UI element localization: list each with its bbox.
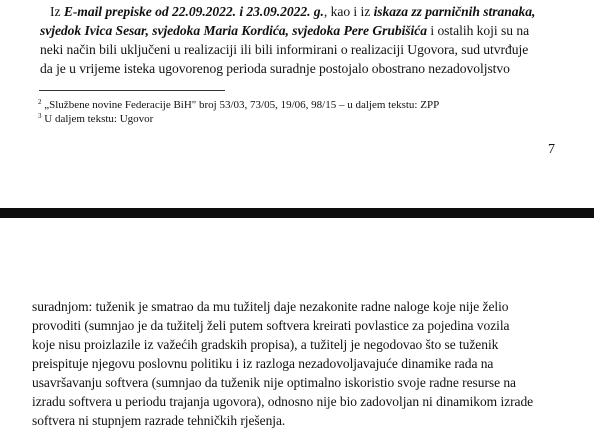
emphasis-witnesses: svjedok Ivica Sesar, svjedoka Maria Kordića, svjedoka Pere Grubišića (40, 23, 428, 38)
paragraph-line (40, 2, 564, 21)
text-run: neki način bili uključeni u realizaciji ili bili informirani o realizaciji Ugovora, sud utvrđuje (40, 42, 529, 57)
text-run: , kao i iz (323, 4, 374, 19)
paragraph-line (40, 21, 564, 40)
document-page-upper (0, 0, 594, 208)
paragraph-line: preispituje njegovu poslovnu politiku i iz razloga nezadovoljavajuće dinamike rada na (32, 356, 494, 371)
paragraph-line: provoditi (sumnjao je da tužitelj želi putem softvera kreirati povlastice za pojedina vozila (32, 318, 510, 333)
footnote-text: U daljem tekstu: Ugovor (44, 113, 154, 125)
text-run: i ostalih koji su na (427, 23, 530, 38)
paragraph-line (40, 59, 564, 78)
emphasis-email-dates: E-mail prepiske od 22.09.2022. i 23.09.2022. g. (63, 4, 324, 19)
paragraph-line: softvera ni stupnjem razrade tehničkih rješenja. (32, 413, 286, 428)
body-paragraph-upper (40, 2, 564, 78)
footnote-marker: 2 (38, 98, 42, 106)
page-number: 7 (548, 142, 555, 157)
text-run: Iz (50, 4, 64, 19)
footnote-3 (38, 110, 153, 126)
paragraph-line (40, 40, 564, 59)
body-paragraph-lower (32, 297, 557, 430)
paragraph-line: koje nisu proizlazile iz važećih gradskih propisa), a tužitelj je negodovao što se tuženik (32, 337, 499, 352)
footnote-text: „Službene novine Federacije BiH" broj 53/03, 73/05, 19/06, 98/15 – u daljem tekstu: ZPP (44, 99, 440, 111)
footnote-separator (39, 90, 225, 91)
footnote-marker: 3 (38, 112, 42, 120)
text-run: da je u vrijeme isteka ugovorenog perioda suradnje postojalo obostrano nezadovoljstvo (40, 61, 510, 76)
emphasis-party-statements: iskaza zz parničnih stranaka, (373, 4, 536, 19)
paragraph-line: izradu softvera u periodu trajanja ugovora), odnosno nije bio zadovoljan ni dinamikom izrade (32, 394, 534, 409)
paragraph-line: usavršavanju softvera (sumnjao da tuženik nije optimalno iskoristio svoje radne resurse na (32, 375, 516, 390)
page-break-bar (0, 208, 594, 218)
paragraph-line: suradnjom: tuženik je smatrao da mu tužitelj daje nezakonite radne naloge koje nije želio (32, 299, 509, 314)
